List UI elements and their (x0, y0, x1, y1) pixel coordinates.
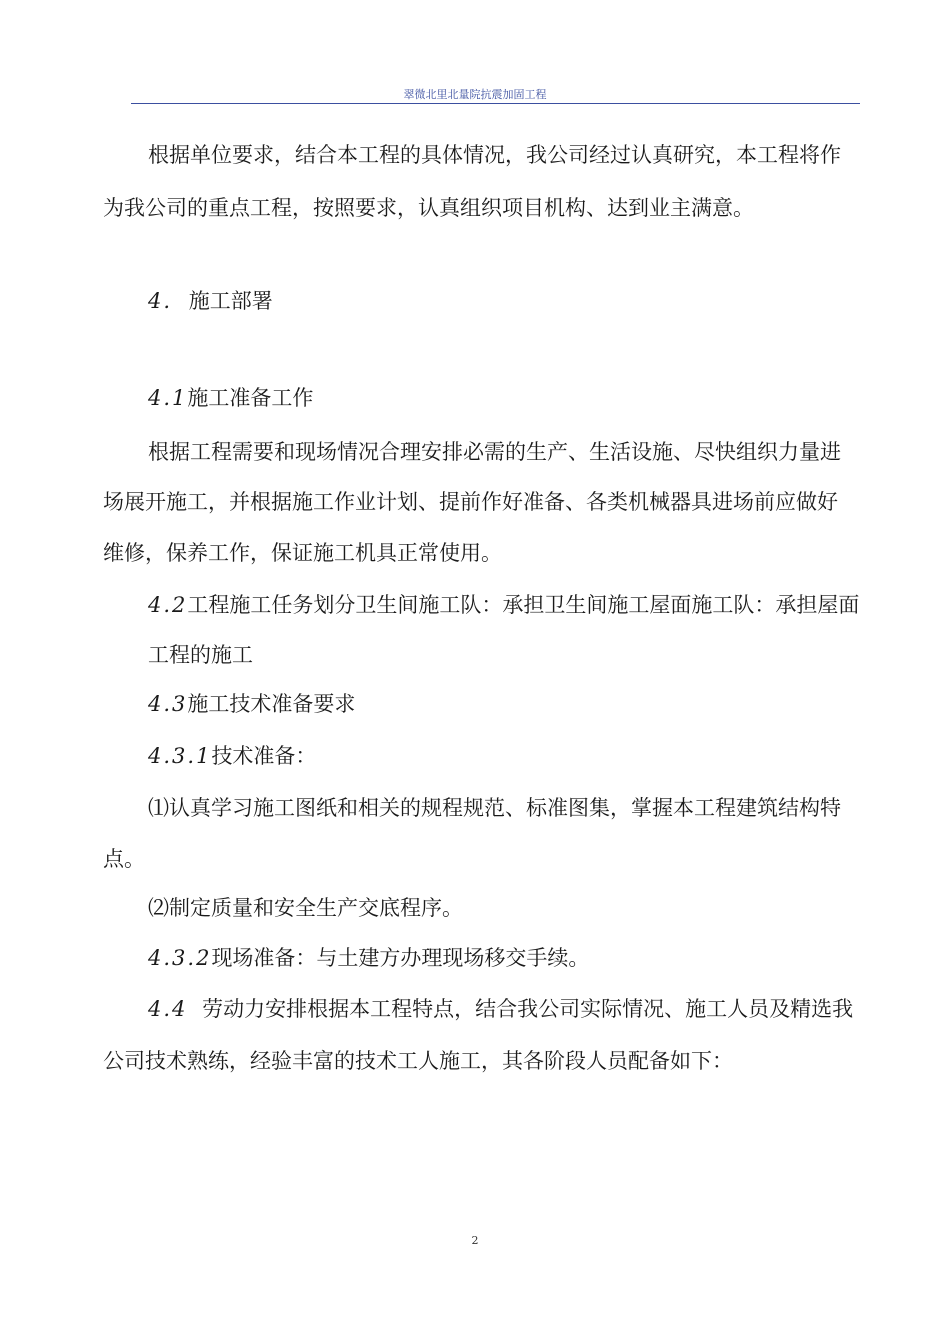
header-title: 翠微北里北量院抗震加固工程 (403, 88, 547, 101)
section-4-3-1-title: 技术准备： (211, 744, 317, 768)
section-4-title: 施工部署 (188, 289, 273, 313)
section-4-2-text: 工程施工任务划分卫生间施工队：承担卫生间施工屋面施工队：承担屋面 (187, 593, 860, 617)
paragraph-intro-line-1: 根据单位要求，结合本工程的具体情况，我公司经过认真研究，本工程将作 (148, 143, 841, 167)
section-4-number: 4. (148, 289, 173, 313)
section-4-4-number: 4.4 (148, 997, 188, 1021)
section-4-4-text: 劳动力安排根据本工程特点，结合我公司实际情况、施工人员及精选我 (202, 997, 854, 1021)
paragraph-prep-line-3: 维修，保养工作，保证施工机具正常使用。 (103, 541, 502, 565)
section-4-3-2-line (148, 944, 950, 972)
section-4-1-heading (148, 384, 950, 412)
section-4-1-number: 4.1 (148, 386, 188, 410)
section-4-2-line-2: 工程的施工 (148, 643, 253, 667)
section-4-3-2-text: 现场准备：与土建方办理现场移交手续。 (211, 946, 590, 970)
section-4-3-1-heading (148, 742, 950, 770)
section-4-3-title: 施工技术准备要求 (187, 692, 356, 716)
header-divider (131, 103, 860, 104)
section-4-3-number: 4.3 (148, 692, 188, 716)
paragraph-intro-line-2: 为我公司的重点工程，按照要求，认真组织项目机构、达到业主满意。 (103, 196, 754, 220)
section-4-3-1-number: 4.3.1 (148, 744, 212, 768)
section-4-4-line-1 (148, 995, 950, 1023)
paragraph-prep-line-1: 根据工程需要和现场情况合理安排必需的生产、生活设施、尽快组织力量进 (148, 440, 841, 464)
section-4-3-2-number: 4.3.2 (148, 946, 212, 970)
list-item-2: ⑵制定质量和安全生产交底程序。 (148, 896, 463, 920)
section-4-1-title: 施工准备工作 (187, 386, 314, 410)
list-item-1-line-1: ⑴认真学习施工图纸和相关的规程规范、标准图集，掌握本工程建筑结构特 (148, 796, 841, 820)
page-number: 2 (471, 1234, 479, 1247)
section-4-3-heading (148, 690, 950, 718)
section-4-2-line-1 (148, 591, 950, 619)
paragraph-prep-line-2: 场展开施工，并根据施工作业计划、提前作好准备、各类机械器具进场前应做好 (103, 490, 838, 514)
list-item-1-line-2: 点。 (103, 847, 145, 871)
section-4-4-line-2: 公司技术熟练，经验丰富的技术工人施工，其各阶段人员配备如下： (103, 1049, 733, 1073)
section-4-heading (148, 287, 950, 315)
section-4-2-number: 4.2 (148, 593, 188, 617)
